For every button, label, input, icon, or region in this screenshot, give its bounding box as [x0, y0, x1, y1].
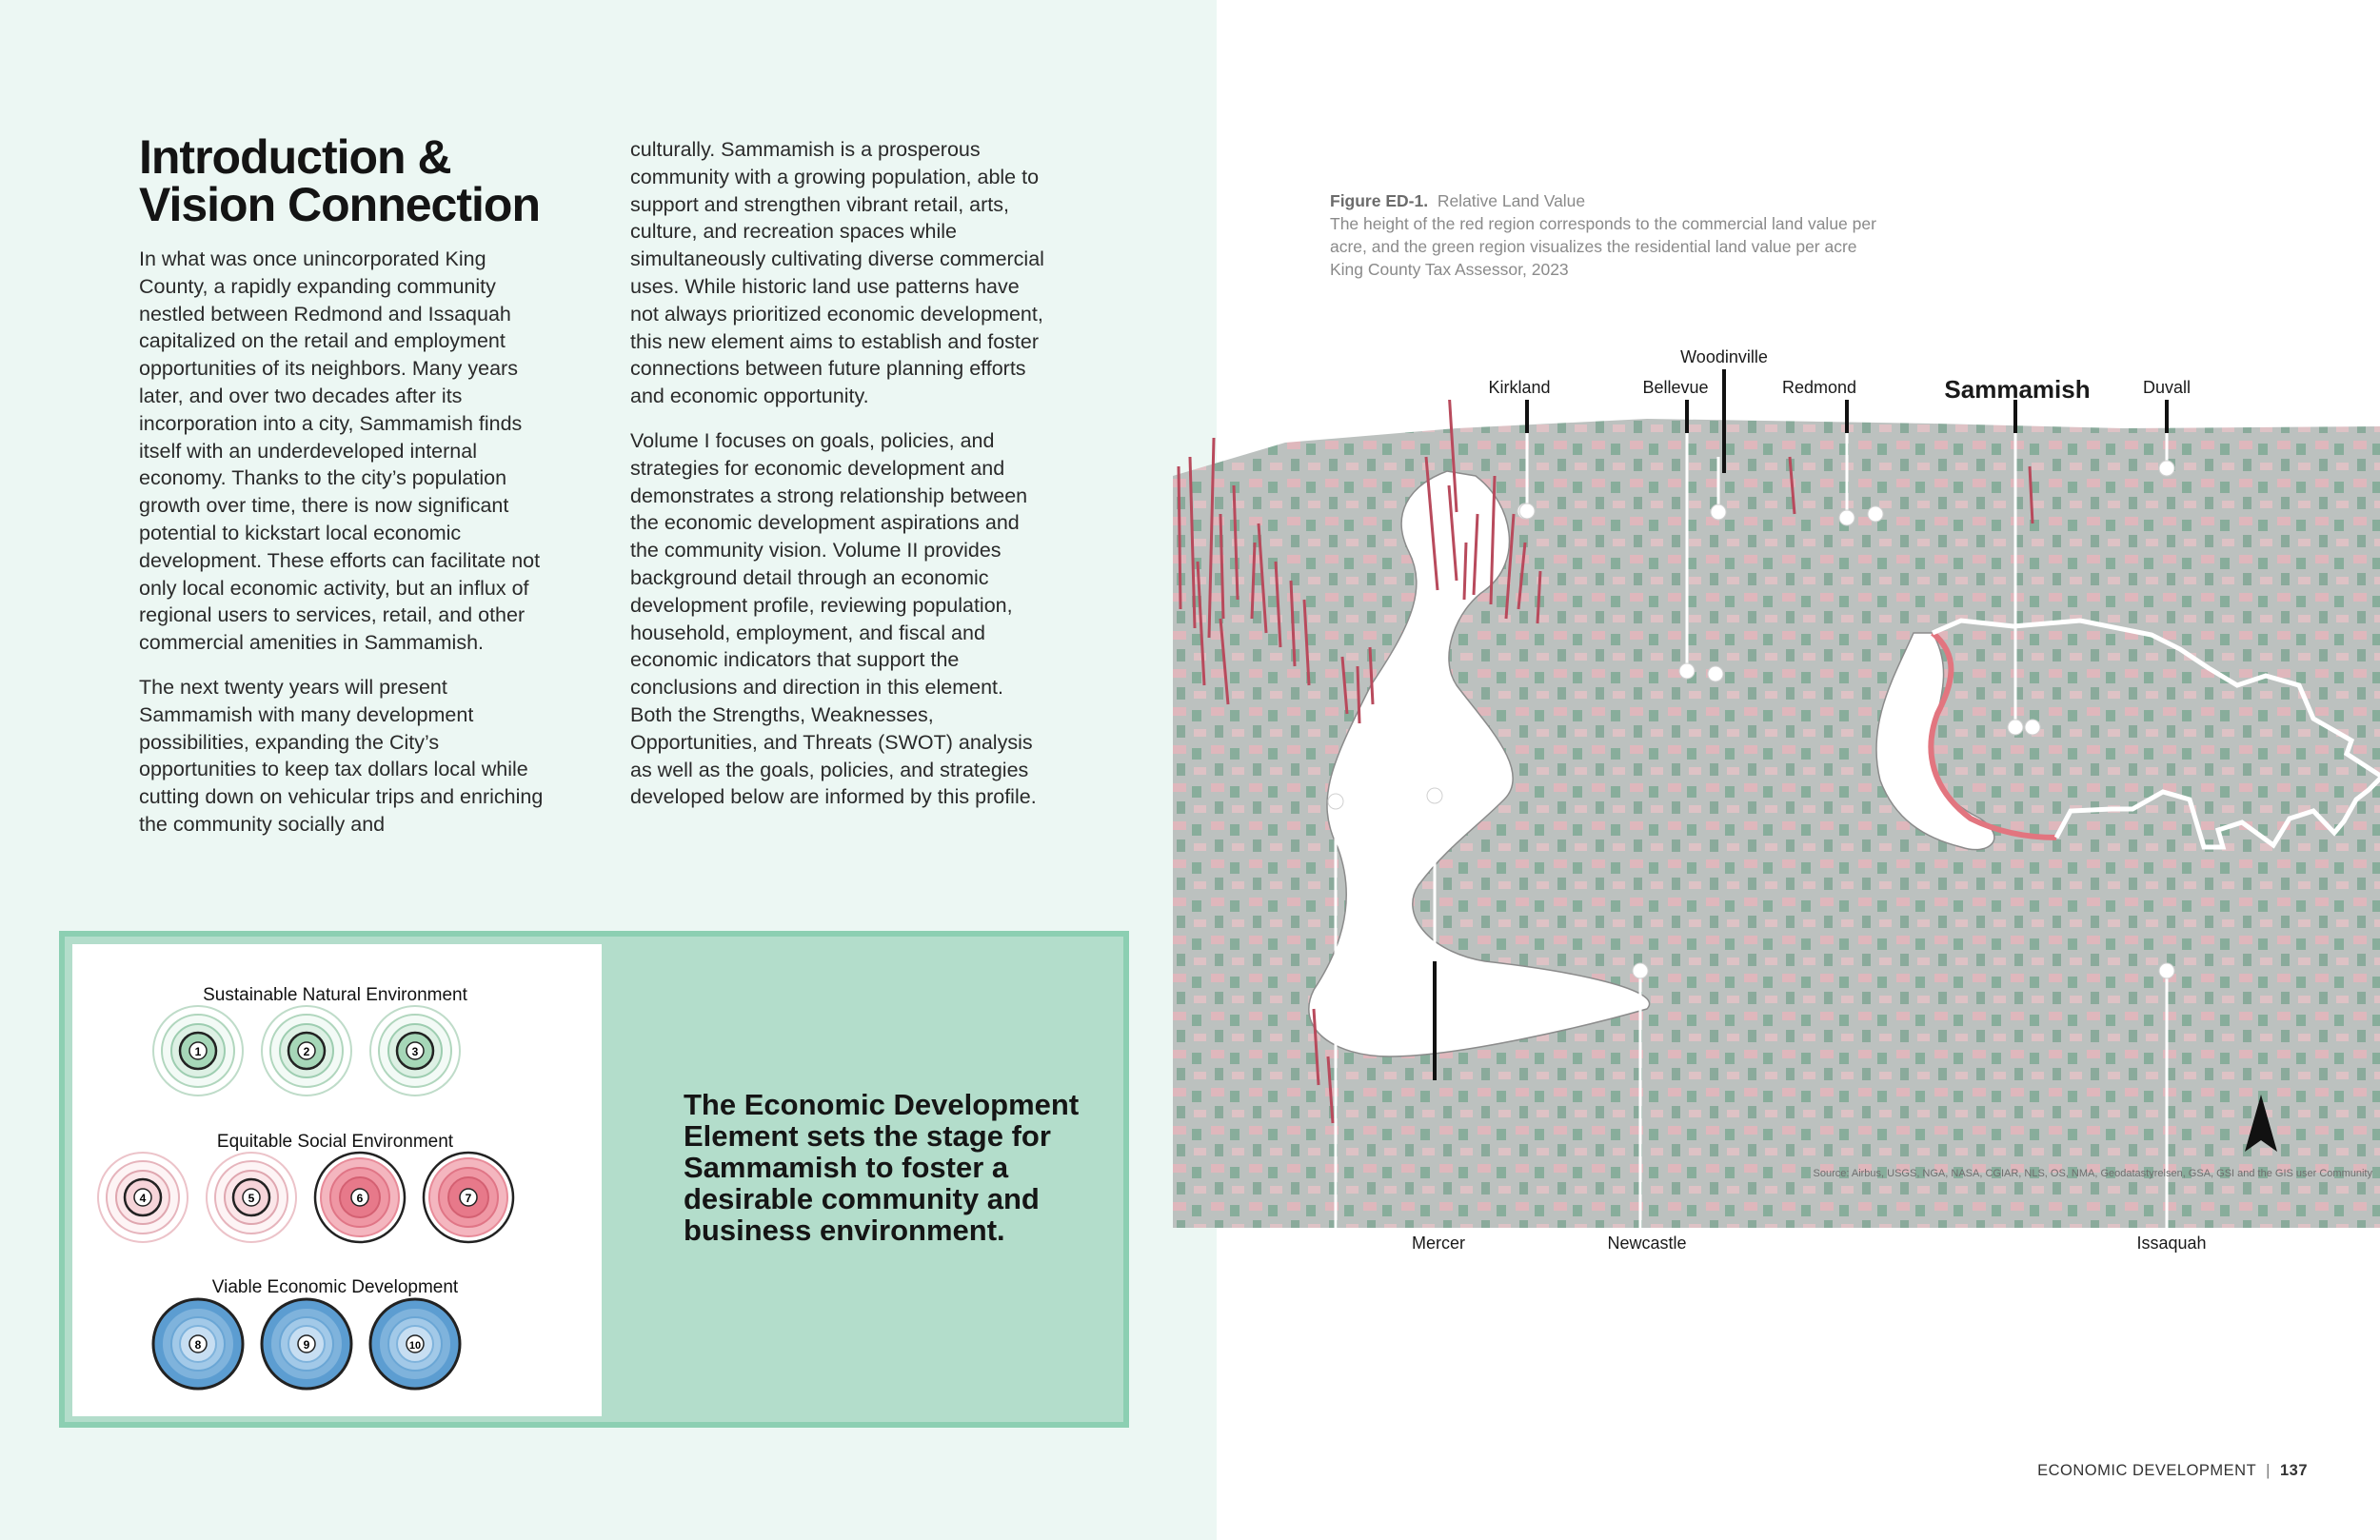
vision-number: 8	[194, 1338, 202, 1352]
body-column-2	[630, 136, 1047, 828]
body-paragraph: The next twenty years will present Sammamish with many development possibilities, expanding the City’s opportunities to keep tax dollars local while cutting down on vehicular trips and enriching the community socially and	[139, 675, 544, 836]
map-label-duvall: Duvall	[2142, 378, 2192, 397]
vision-number: 9	[303, 1338, 310, 1352]
vision-number: 6	[356, 1192, 364, 1205]
body-paragraph: Volume I focuses on goals, policies, and strategies for economic development and demonstrates a strong relationship between the economic development aspirations and the community vision. Volume II provides background detail through an economic development profile, reviewing population, household, employment, and fiscal and economic indicators that support the conclusions and direction in this element. Both the Strengths, Weaknesses, Opportunities, and Threats (SWOT) analysis as well as the goals, policies, and strategies developed below are informed by this profile.	[630, 428, 1037, 809]
vision-number: 4	[139, 1192, 147, 1205]
vision-number: 5	[248, 1192, 255, 1205]
map-attribution: Source: Airbus, USGS, NGA, NASA, CGIAR, NLS, OS, NMA, Geodatastyrelsen, GSA, GSI and the GIS user Community	[1813, 1168, 2372, 1179]
vision-number: 2	[303, 1045, 310, 1058]
footer-separator: |	[2266, 1462, 2271, 1479]
body-paragraph: In what was once unincorporated King County, a rapidly expanding community nestled between Redmond and Issaquah capitalized on the retail and employment opportunities of its neighbors. Many years later, and over two decades after its incorporation into a city, Sammamish finds itself with an underdeveloped internal economy. Thanks to the city’s population growth over time, there is now significant potential to kickstart local economic development. These efforts can facilitate not only local economic activity, but an influx of regional users to services, retail, and other commercial amenities in Sammamish.	[139, 247, 541, 655]
vision-group-title: Equitable Social Environment	[216, 1132, 454, 1152]
vision-target	[98, 1153, 188, 1242]
vision-group-title: Viable Economic Development	[211, 1277, 459, 1297]
figure-caption-line: acre, and the green region visualizes the residential land value per acre	[1330, 237, 1857, 256]
figure-caption	[1330, 189, 1996, 281]
footer-section-label: ECONOMIC DEVELOPMENT	[2037, 1462, 2257, 1479]
map-label-issaquah: Issaquah	[2136, 1234, 2207, 1253]
vision-target	[153, 1006, 243, 1096]
land-value-map	[1171, 400, 2380, 1228]
vision-target	[262, 1006, 351, 1096]
map-label-newcastle: Newcastle	[1607, 1234, 1687, 1253]
map-label-sammamish: Sammamish	[1944, 375, 2091, 404]
figure-caption-title-line	[1330, 189, 1996, 212]
vision-group-title: Sustainable Natural Environment	[203, 985, 467, 1005]
figure-title: Relative Land Value	[1437, 191, 1586, 210]
vision-connection-box	[59, 931, 1129, 1428]
figure-id: Figure ED-1.	[1330, 191, 1429, 210]
page-footer	[2037, 1462, 2308, 1480]
page-title: Introduction & Vision Connection	[139, 130, 540, 231]
vision-number: 10	[408, 1340, 422, 1352]
vision-diagram	[72, 944, 602, 1416]
vision-target	[153, 1299, 243, 1389]
vision-number: 7	[465, 1192, 472, 1205]
map-label-kirkland: Kirkland	[1488, 378, 1551, 397]
vision-target	[207, 1153, 296, 1242]
map-label-woodinville: Woodinville	[1680, 347, 1768, 366]
vision-target	[370, 1299, 460, 1389]
vision-callout: The Economic Development Element sets the stage for Sammamish to foster a desirable community and business environment.	[684, 1088, 1080, 1247]
land-value-map-graphic	[1171, 400, 2380, 1228]
vision-number: 1	[194, 1045, 202, 1058]
body-paragraph: culturally. Sammamish is a prosperous community with a growing population, able to support and strengthen vibrant retail, arts, culture, and recreation spaces while simultaneously cultivating diverse commercial uses. While historic land use patterns have not always prioritized economic development, this new element aims to establish and foster connections between future planning efforts and economic opportunity.	[630, 138, 1044, 408]
map-label-bellevue: Bellevue	[1642, 378, 1709, 397]
vision-target	[370, 1006, 460, 1096]
map-label-mercer: Mercer	[1411, 1234, 1466, 1253]
vision-diagram-panel	[72, 944, 602, 1416]
vision-target	[315, 1153, 405, 1242]
page-number: 137	[2279, 1462, 2308, 1479]
figure-caption-line: The height of the red region corresponds to the commercial land value per	[1330, 214, 1876, 233]
vision-number: 3	[411, 1045, 419, 1058]
vision-target	[262, 1299, 351, 1389]
map-label-redmond: Redmond	[1781, 378, 1857, 397]
body-column-1	[139, 246, 548, 856]
figure-source: King County Tax Assessor, 2023	[1330, 260, 1569, 279]
vision-target	[424, 1153, 513, 1242]
